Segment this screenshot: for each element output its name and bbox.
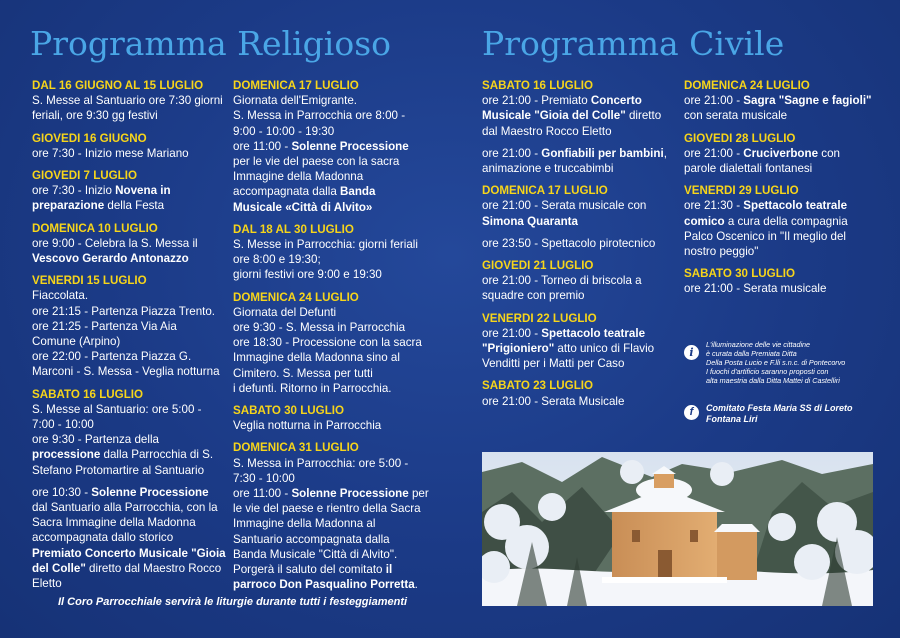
event-line <box>684 229 884 244</box>
event-text: ore 21:00 - <box>684 94 744 108</box>
event-date-heading: GIOVEDI 16 GIUGNO <box>32 131 147 145</box>
event-text-bold: Solenne Processione <box>291 139 409 153</box>
event-text: , <box>663 146 667 160</box>
event-text-bold: Banda <box>340 185 376 199</box>
event-line <box>32 108 232 123</box>
event-text: 9:00 - 10:00 - 19:30 <box>233 124 335 138</box>
event-block <box>482 258 682 304</box>
event-block <box>684 78 884 124</box>
event-line <box>233 237 433 252</box>
event-text: per le vie del paese con la sacra <box>233 155 400 169</box>
event-text: ore 21:30 - <box>684 199 744 213</box>
event-text: atto unico di Flavio <box>554 342 655 356</box>
event-date-heading: GIOVEDI 28 LUGLIO <box>684 131 796 145</box>
event-line <box>32 288 232 303</box>
event-text-bold: Sagra "Sagne e fagioli" <box>743 94 872 108</box>
event-line <box>233 124 433 139</box>
event-line <box>482 341 682 356</box>
event-text: le vie del paese e rientro della Sacra <box>233 502 421 516</box>
event-block <box>233 403 433 433</box>
event-text: S. Messa in Parrocchia: ore 5:00 - <box>233 456 409 470</box>
event-text-bold: Cruciverbone <box>743 146 819 160</box>
event-line <box>233 471 433 486</box>
event-text-bold: Spettacolo teatrale <box>743 199 848 213</box>
event-date-heading: GIOVEDI 7 LUGLIO <box>32 169 138 183</box>
event-text: Banda Musicale "Città di Alvito". <box>233 547 398 561</box>
event-text: S. Messe al Santuario ore 7:30 giorni <box>32 94 223 108</box>
event-text: dal Santuario alla Parrocchia, con la <box>32 501 218 515</box>
event-text: S. Messe al Santuario: ore 5:00 - <box>32 402 202 416</box>
event-text: 7:30 - 10:00 <box>233 471 295 485</box>
event-text: feriali, ore 9:30 gg festivi <box>32 109 158 123</box>
event-date-heading: SABATO 16 LUGLIO <box>32 387 144 401</box>
event-line <box>482 108 682 123</box>
event-line <box>32 447 232 462</box>
event-text-bold: Musicale «Città di Alvito» <box>233 200 373 214</box>
event-text: Immagine della Madonna sino al <box>233 351 400 365</box>
event-block <box>32 485 232 591</box>
event-text: S. Messa in Parrocchia ore 8:00 - <box>233 109 406 123</box>
event-line <box>482 198 682 213</box>
event-text: ore 7:30 - Inizio <box>32 184 116 198</box>
event-text: Marconi - S. Messa - Veglia notturna <box>32 365 220 379</box>
event-line <box>233 154 433 169</box>
event-line <box>482 93 682 108</box>
civile-column-1 <box>482 78 682 416</box>
event-block <box>482 183 682 229</box>
event-text: . <box>414 578 418 592</box>
event-line <box>233 335 433 350</box>
facebook-line: Comitato Festa Maria SS di Loreto <box>706 403 853 413</box>
event-date-heading: DOMENICA 31 LUGLIO <box>233 441 359 455</box>
event-date-heading: SABATO 23 LUGLIO <box>482 379 594 393</box>
event-line <box>32 364 232 379</box>
event-block <box>482 311 682 372</box>
event-text: per <box>408 487 429 501</box>
event-line <box>233 200 433 215</box>
event-text: ore 22:00 - Partenza Piazza G. <box>32 350 192 364</box>
event-line <box>482 214 682 229</box>
event-text: animazione e truccabimbi <box>482 162 614 176</box>
event-text: Immagine della Madonna <box>233 170 364 184</box>
event-text: squadre con premio <box>482 289 585 303</box>
event-line <box>32 198 232 213</box>
event-text: ore 21:00 - <box>482 146 542 160</box>
event-line <box>233 418 433 433</box>
event-date-heading: DAL 16 GIUGNO AL 15 LUGLIO <box>32 79 204 92</box>
event-date-heading: DOMENICA 10 LUGLIO <box>32 221 158 235</box>
event-text: 7:00 - 10:00 <box>32 418 94 432</box>
event-text: Immagine della Madonna al <box>233 517 376 531</box>
event-line <box>32 319 232 334</box>
event-text: ore 21:00 - Premiato <box>482 94 591 108</box>
event-text-bold: preparazione <box>32 199 105 213</box>
event-block <box>32 168 232 214</box>
event-line <box>233 108 433 123</box>
event-line <box>233 547 433 562</box>
event-line <box>684 281 884 296</box>
event-line <box>684 244 884 259</box>
event-text-bold: parroco Don Pasqualino Porretta <box>233 578 415 592</box>
event-line <box>233 93 433 108</box>
event-line <box>233 320 433 335</box>
event-line <box>684 93 884 108</box>
event-text: Giornata dell'Emigrante. <box>233 94 358 108</box>
event-text: ore 21:00 - Serata musicale con <box>482 199 647 213</box>
event-text: ore 9:30 - Partenza della <box>32 433 159 447</box>
event-text: ore 11:00 - <box>233 139 292 153</box>
event-text-bold: Premiato Concerto Musicale "Gioia <box>32 546 226 560</box>
event-text: con serata musicale <box>684 109 788 123</box>
event-line <box>233 456 433 471</box>
event-block <box>32 221 232 267</box>
event-text: ore 10:30 - <box>32 485 92 499</box>
event-block <box>32 273 232 379</box>
event-line <box>233 305 433 320</box>
event-line <box>32 183 232 198</box>
event-line <box>32 334 232 349</box>
event-line <box>32 349 232 364</box>
facebook-page-link[interactable] <box>706 403 853 425</box>
event-text-bold: Gonfiabili per bambini <box>541 146 664 160</box>
info-line: alta maestria dalla Ditta Mattei di Castelliri <box>706 376 840 385</box>
event-line <box>684 108 884 123</box>
event-text-bold: "Prigioniero" <box>482 342 555 356</box>
event-block <box>684 266 884 296</box>
event-line <box>684 161 884 176</box>
event-date-heading: VENERDI 29 LUGLIO <box>684 184 799 198</box>
event-date-heading: VENERDI 15 LUGLIO <box>32 274 147 288</box>
event-line <box>32 530 232 545</box>
event-block <box>684 131 884 177</box>
event-line <box>684 198 884 213</box>
event-line <box>32 463 232 478</box>
event-text: Porgerà il saluto del comitato <box>233 563 386 577</box>
event-line <box>32 146 232 161</box>
event-line <box>32 304 232 319</box>
event-line <box>32 93 232 108</box>
event-text-bold: Vescovo Gerardo Antonazzo <box>32 252 189 266</box>
event-text-bold: Concerto <box>590 94 642 108</box>
event-block <box>482 146 682 176</box>
facebook-line: Fontana Liri <box>706 414 758 424</box>
religioso-column-2 <box>233 78 433 600</box>
event-line <box>482 356 682 371</box>
event-line <box>233 252 433 267</box>
event-block <box>233 78 433 215</box>
event-line <box>482 161 682 176</box>
event-date-heading: DOMENICA 17 LUGLIO <box>233 79 359 92</box>
event-text: ore 7:30 - Inizio mese Mariano <box>32 146 189 160</box>
footer-note: Il Coro Parrocchiale servirà le liturgie durante tutti i festeggiamenti <box>58 596 408 608</box>
event-text-bold: comico <box>684 214 725 228</box>
event-line <box>482 273 682 288</box>
event-text-bold: Simona Quaranta <box>482 214 578 228</box>
event-line <box>32 515 232 530</box>
event-date-heading: DOMENICA 24 LUGLIO <box>684 79 810 92</box>
event-line <box>684 146 884 161</box>
event-text: con <box>818 146 840 160</box>
event-line <box>482 326 682 341</box>
event-text: Santuario accompagnata dalla <box>233 532 390 546</box>
event-text-bold: Musicale "Gioia del Colle" <box>482 109 626 123</box>
event-text: accompagnata dalla <box>233 185 340 199</box>
event-text-bold: il <box>385 563 393 577</box>
event-line <box>233 169 433 184</box>
event-line <box>684 214 884 229</box>
info-icon: i <box>684 345 699 360</box>
event-block <box>32 78 232 124</box>
event-text: della Festa <box>104 199 165 213</box>
event-text: ore 18:30 - Processione con la sacra <box>233 336 422 350</box>
event-line <box>32 236 232 251</box>
event-line <box>233 577 433 592</box>
event-block <box>482 78 682 139</box>
religioso-column-1 <box>32 78 232 598</box>
event-line <box>32 402 232 417</box>
info-line: L'illuminazione delle vie cittadine <box>706 340 811 349</box>
event-line <box>32 576 232 591</box>
event-line <box>32 417 232 432</box>
event-text-bold: Spettacolo teatrale <box>541 326 646 340</box>
event-text: parole dialettali fontanesi <box>684 162 813 176</box>
event-text: dalla Parrocchia di S. <box>100 448 214 462</box>
event-text-bold: processione <box>32 448 101 462</box>
event-line <box>32 485 232 500</box>
event-text: S. Messe in Parrocchia: giorni feriali <box>233 238 418 252</box>
event-text: dal Maestro Rocco Eletto <box>482 124 612 138</box>
event-text: ore 9:00 - Celebra la S. Messa il <box>32 236 198 250</box>
event-date-heading: SABATO 16 LUGLIO <box>482 79 594 92</box>
event-line <box>233 267 433 282</box>
event-line <box>233 532 433 547</box>
event-line <box>233 139 433 154</box>
event-text: Veglia notturna in Parrocchia <box>233 419 382 433</box>
event-line <box>233 184 433 199</box>
event-text: ore 9:30 - S. Messa in Parrocchia <box>233 321 406 335</box>
event-text: giorni festivi ore 9:00 e 19:30 <box>233 268 382 282</box>
event-line <box>32 561 232 576</box>
event-text: Giornata del Defunti <box>233 305 337 319</box>
event-text: ore 21:00 - Serata musicale <box>684 282 827 296</box>
facebook-icon[interactable]: f <box>684 405 699 420</box>
event-text: i defunti. Ritorno in Parrocchia. <box>233 381 392 395</box>
event-line <box>233 366 433 381</box>
event-block <box>32 387 232 478</box>
event-block <box>482 236 682 251</box>
event-date-heading: VENERDI 22 LUGLIO <box>482 311 597 325</box>
event-block <box>482 378 682 408</box>
info-notes <box>706 340 845 385</box>
event-text: Venditti per i Matti per Caso <box>482 357 625 371</box>
civile-column-2 <box>684 78 884 304</box>
event-block <box>233 222 433 283</box>
event-line <box>482 146 682 161</box>
event-date-heading: DAL 18 AL 30 LUGLIO <box>233 222 354 236</box>
event-text: Sacra Immagine della Madonna <box>32 516 196 530</box>
event-text: ore 21:00 - <box>684 146 744 160</box>
event-block <box>233 440 433 592</box>
event-text: ore 8:00 e 19:30; <box>233 253 321 267</box>
event-date-heading: SABATO 30 LUGLIO <box>684 267 796 281</box>
sanctuary-snow-photo <box>482 452 873 606</box>
event-text-bold: del Colle" <box>32 561 86 575</box>
event-line <box>482 288 682 303</box>
event-line <box>233 350 433 365</box>
event-block <box>233 290 433 396</box>
info-line: è curata dalla Premiata Ditta <box>706 349 797 358</box>
title-civile: Programma Civile <box>482 24 785 63</box>
event-text: ore 21:00 - Torneo di briscola a <box>482 274 642 288</box>
title-religioso: Programma Religioso <box>30 24 392 63</box>
event-text: ore 21:15 - Partenza Piazza Trento. <box>32 304 216 318</box>
event-line <box>482 124 682 139</box>
event-text: nostro peggio" <box>684 245 759 259</box>
event-line <box>233 516 433 531</box>
event-line <box>32 251 232 266</box>
event-text: Comune (Arpino) <box>32 335 121 349</box>
event-text: ore 21:00 - <box>482 326 542 340</box>
event-text: Stefano Protomartire al Santuario <box>32 463 205 477</box>
event-date-heading: GIOVEDI 21 LUGLIO <box>482 259 594 273</box>
event-text: Fiaccolata. <box>32 289 89 303</box>
event-line <box>233 501 433 516</box>
event-text: Eletto <box>32 577 62 591</box>
event-line <box>32 546 232 561</box>
event-block <box>32 131 232 161</box>
event-date-heading: SABATO 30 LUGLIO <box>233 404 345 418</box>
event-text-bold: Solenne Processione <box>91 485 209 499</box>
event-text: Palco Oscenico in "Il meglio del <box>684 229 846 243</box>
event-text: diretto <box>625 109 662 123</box>
event-text: ore 21:25 - Partenza Via Aia <box>32 319 177 333</box>
event-line <box>32 500 232 515</box>
event-date-heading: DOMENICA 24 LUGLIO <box>233 290 359 304</box>
snow-landscape-image <box>482 452 873 606</box>
event-text: a cura della compagnia <box>724 214 848 228</box>
info-line: I fuochi d'artificio saranno proposti con <box>706 367 829 376</box>
event-line <box>32 432 232 447</box>
info-line: Della Posta Lucio e F.lli s.n.c. di Pontecorvo <box>706 358 846 367</box>
event-date-heading: DOMENICA 17 LUGLIO <box>482 184 608 198</box>
event-line <box>482 394 682 409</box>
event-block <box>684 183 884 259</box>
event-line <box>233 486 433 501</box>
event-text: ore 11:00 - <box>233 487 292 501</box>
event-text: ore 21:00 - Serata Musicale <box>482 394 625 408</box>
event-line <box>233 562 433 577</box>
event-text: accompagnata dallo storico <box>32 531 174 545</box>
event-text-bold: Solenne Processione <box>291 487 409 501</box>
event-text: diretto dal Maestro Rocco <box>85 561 222 575</box>
event-text: ore 23:50 - Spettacolo pirotecnico <box>482 236 656 250</box>
event-line <box>482 236 682 251</box>
event-text-bold: Novena in <box>115 184 171 198</box>
event-line <box>233 381 433 396</box>
event-text: Cimitero. S. Messa per tutti <box>233 366 373 380</box>
